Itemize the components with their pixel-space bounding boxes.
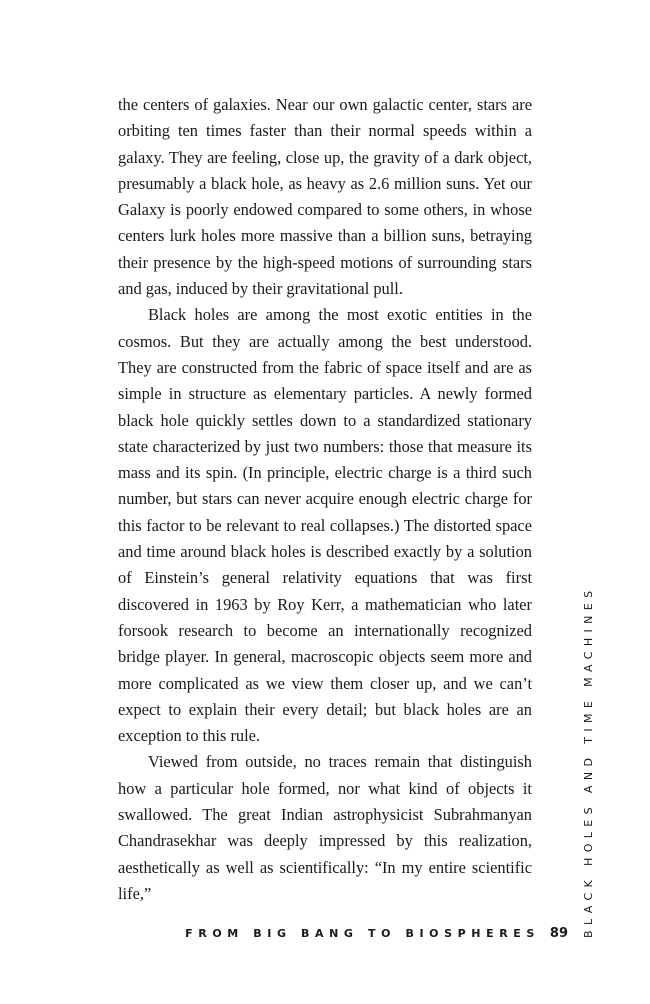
chapter-side-title: BLACK HOLES AND TIME MACHINES (582, 585, 595, 938)
page-number: 89 (549, 925, 568, 941)
body-text (118, 92, 532, 907)
paragraph-3: Viewed from outside, no traces remain that distinguish how a particular hole formed, nor what kind of objects it swallowed. The great Indian astrophysicist Subrahmanyan Chandrasekhar was deeply impressed by this realization, aesthetically as well as scientifically: “In my entire scientific life,” (118, 752, 532, 903)
paragraph-1: the centers of galaxies. Near our own galactic center, stars are orbiting ten times faster than their normal speeds within a galaxy. They are feeling, close up, the gravity of a dark object, presumably a black hole, as heavy as 2.6 million suns. Yet our Galaxy is poorly endowed compared to some others, in whose centers lurk holes more massive than a billion suns, betraying their presence by the high-speed motions of surrounding stars and gas, induced by their gravitational pull. (118, 95, 532, 299)
page-footer (118, 922, 568, 944)
running-footer-title: FROM BIG BANG TO BIOSPHERES (185, 926, 540, 940)
paragraph-2: Black holes are among the most exotic entities in the cosmos. But they are actually among the best understood. They are constructed from the fabric of space itself and are as simple in structure as elementary particles. A newly formed black hole quickly settles down to a standardized stationary state characterized by just two numbers: those that measure its mass and its spin. (In principle, electric charge is a third such number, but stars can never acquire enough electric charge for this factor to be relevant to real collapses.) The distorted space and time around black holes is described exactly by a solution of Einstein’s general relativity equations that was first discovered in 1963 by Roy Kerr, a mathematician who later forsook research to become an internationally recognized bridge player. In general, macroscopic objects seem more and more complicated as we view them closer up, and we can’t expect to explain their every detail; but black holes are an exception to this rule. (118, 305, 532, 746)
